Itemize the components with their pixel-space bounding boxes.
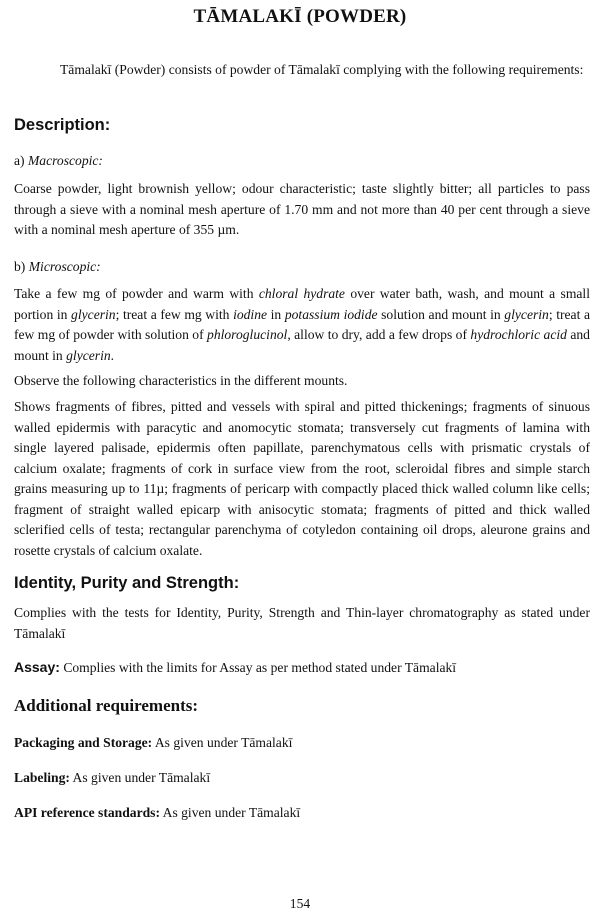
- api-row: [14, 805, 300, 821]
- microscopic-prefix: b): [14, 259, 29, 274]
- micro-text: ; treat a few mg of powder with solution of: [14, 306, 590, 342]
- identity-paragraph: Complies with the tests for Identity, Purity, Strength and Thin-layer chromatography as stated under Tāmalakī: [14, 605, 590, 641]
- assay-row: [14, 659, 456, 676]
- reagent-term: phloroglucinol: [207, 327, 288, 342]
- micro-text: solution and mount in: [377, 306, 505, 322]
- page-number: 154: [289, 896, 311, 911]
- micro-text: .: [110, 347, 115, 363]
- microscopic-label: [14, 259, 101, 275]
- labeling-row: [14, 770, 210, 786]
- intro-paragraph: Tāmalakī (Powder) consists of powder of Tāmalakī complying with the following requirements:: [60, 62, 584, 77]
- additional-heading: Additional requirements:: [14, 696, 199, 715]
- packaging-row: [14, 735, 292, 751]
- macroscopic-label: [14, 153, 103, 169]
- identity-heading: Identity, Purity and Strength:: [14, 574, 240, 592]
- reagent-term: glycerin: [66, 347, 111, 363]
- description-heading: Description:: [14, 116, 111, 134]
- api-label: API reference standards:: [14, 805, 160, 820]
- micro-text: ; treat a few mg with: [115, 306, 234, 322]
- micro-text: , allow to dry, add a few drops of: [287, 327, 471, 342]
- macroscopic-prefix: a): [14, 153, 28, 168]
- microscopic-label-text: Microscopic:: [28, 259, 101, 274]
- observe-paragraph: Observe the following characteristics in the different mounts.: [14, 373, 348, 388]
- api-text: As given under Tāmalakī: [159, 805, 301, 820]
- micro-text: over water bath, wash, and mount a small portion in: [14, 286, 590, 322]
- reagent-term: chloral hydrate: [258, 286, 345, 301]
- macroscopic-paragraph: Coarse powder, light brownish yellow; odour characteristic; taste slightly bitter; all particles to pass through a sieve with a nominal mesh aperture of 1.70 mm and not more than 40 per cent through a sieve with a nominal mesh aperture of 355 µm.: [14, 181, 590, 237]
- labeling-text: As given under Tāmalakī: [69, 770, 211, 785]
- macroscopic-label-text: Macroscopic:: [27, 153, 103, 168]
- reagent-term: potassium iodide: [284, 306, 378, 322]
- reagent-term: glycerin: [504, 306, 549, 322]
- microscopic-paragraph: [14, 284, 590, 366]
- micro-text: Take a few mg of powder and warm with: [14, 286, 259, 301]
- characteristics-paragraph: Shows fragments of fibres, pitted and vessels with spiral and pitted thickenings; fragments of sinuous walled epidermis with paracytic and anomocytic stomata; transversely cut fragments of lamina with single layered palisade, epidermis often papillate, parenchymatous cells with prismatic crystals of calcium oxalate; fragments of cork in surface view from the root, scleroidal fibres and simple starch grains measuring up to 11µ; fragments of pericarp with compactly placed thick walled column like cells; fragment of straight walled epicarp with anisocytic stomata; fragments of pitted and thick walled sclerified cells of testa; rectangular parenchyma of cotyledon containing oil drops, aleurone grains and rosette crystals of calcium oxalate.: [14, 399, 590, 558]
- micro-text: and mount in: [14, 327, 590, 363]
- assay-text: Complies with the limits for Assay as per method stated under Tāmalakī: [59, 660, 457, 675]
- reagent-term: iodine: [233, 306, 268, 322]
- page-title: TĀMALAKĪ (POWDER): [193, 6, 407, 27]
- packaging-text: As given under Tāmalakī: [152, 735, 293, 750]
- reagent-term: glycerin: [71, 306, 116, 322]
- assay-label: Assay:: [14, 659, 60, 675]
- micro-text: in: [267, 306, 285, 322]
- labeling-label: Labeling:: [14, 770, 70, 785]
- reagent-term: hydrochloric acid: [470, 327, 567, 342]
- packaging-label: Packaging and Storage:: [14, 735, 153, 750]
